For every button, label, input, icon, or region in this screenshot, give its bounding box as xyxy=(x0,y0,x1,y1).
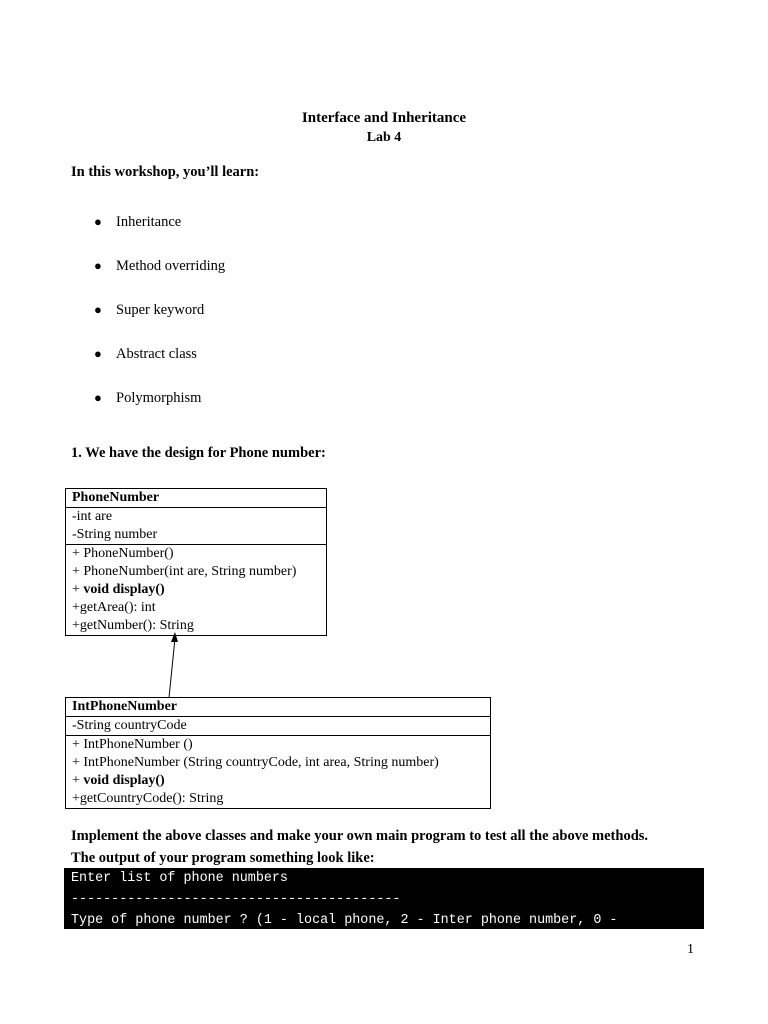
topic-item xyxy=(94,256,225,300)
uml-method: + IntPhoneNumber () xyxy=(72,737,193,752)
bullet-icon: ● xyxy=(94,302,102,317)
topic-label: Inheritance xyxy=(116,214,182,230)
uml-method: + PhoneNumber() xyxy=(72,546,174,561)
uml-method: +getNumber(): String xyxy=(72,618,194,633)
uml-method: +getCountryCode(): String xyxy=(72,791,224,806)
intro-heading: In this workshop, you’ll learn: xyxy=(71,164,260,180)
uml-method: +getArea(): int xyxy=(72,600,156,615)
section-heading: 1. We have the design for Phone number: xyxy=(71,445,326,461)
uml-methods xyxy=(66,735,490,808)
uml-class-phonenumber xyxy=(65,488,327,636)
uml-attributes xyxy=(66,716,490,735)
instructions xyxy=(71,825,648,869)
console-line: ----------------------------------------- xyxy=(71,892,401,907)
instruction-line: The output of your program something look like: xyxy=(71,850,375,866)
uml-method-prefix: + xyxy=(72,773,84,788)
topic-item xyxy=(94,388,225,432)
bullet-icon: ● xyxy=(94,258,102,273)
uml-attribute: -int are xyxy=(72,509,113,524)
uml-method-display: void display() xyxy=(83,582,165,597)
topic-item xyxy=(94,300,225,344)
topic-item xyxy=(94,344,225,388)
document-title: Interface and Inheritance xyxy=(301,110,467,126)
uml-method xyxy=(66,581,326,599)
uml-attribute: -String countryCode xyxy=(72,718,187,733)
uml-method: + PhoneNumber(int are, String number) xyxy=(72,564,297,579)
topic-item xyxy=(94,212,225,256)
uml-class-intphonenumber xyxy=(65,697,491,809)
instruction-line: Implement the above classes and make your own main program to test all the above methods. xyxy=(71,828,649,844)
topic-label: Polymorphism xyxy=(116,390,202,406)
topic-label: Abstract class xyxy=(116,346,197,362)
uml-class-name: PhoneNumber xyxy=(72,490,160,505)
uml-method xyxy=(66,772,490,790)
arrow-head-icon xyxy=(171,632,178,642)
topic-label: Method overriding xyxy=(116,258,226,274)
bullet-icon: ● xyxy=(94,214,102,229)
uml-method: + IntPhoneNumber (String countryCode, int area, String number) xyxy=(72,755,439,770)
uml-methods xyxy=(66,544,326,635)
topic-label: Super keyword xyxy=(116,302,205,318)
arrow-line xyxy=(169,638,175,698)
uml-class-name: IntPhoneNumber xyxy=(72,699,178,714)
page-number: 1 xyxy=(687,942,694,957)
bullet-icon: ● xyxy=(94,346,102,361)
uml-attribute: -String number xyxy=(72,527,158,542)
console-line: Type of phone number ? (1 - local phone, 2 - Inter phone number, 0 - xyxy=(71,913,618,928)
console-line: Enter list of phone numbers xyxy=(71,871,288,886)
uml-method-prefix: + xyxy=(72,582,84,597)
topic-list xyxy=(94,212,225,432)
uml-method-display: void display() xyxy=(83,773,165,788)
bullet-icon: ● xyxy=(94,390,102,405)
uml-attributes xyxy=(66,507,326,544)
inheritance-arrow xyxy=(160,628,190,700)
document-subtitle: Lab 4 xyxy=(366,130,402,145)
console-output xyxy=(64,868,704,929)
